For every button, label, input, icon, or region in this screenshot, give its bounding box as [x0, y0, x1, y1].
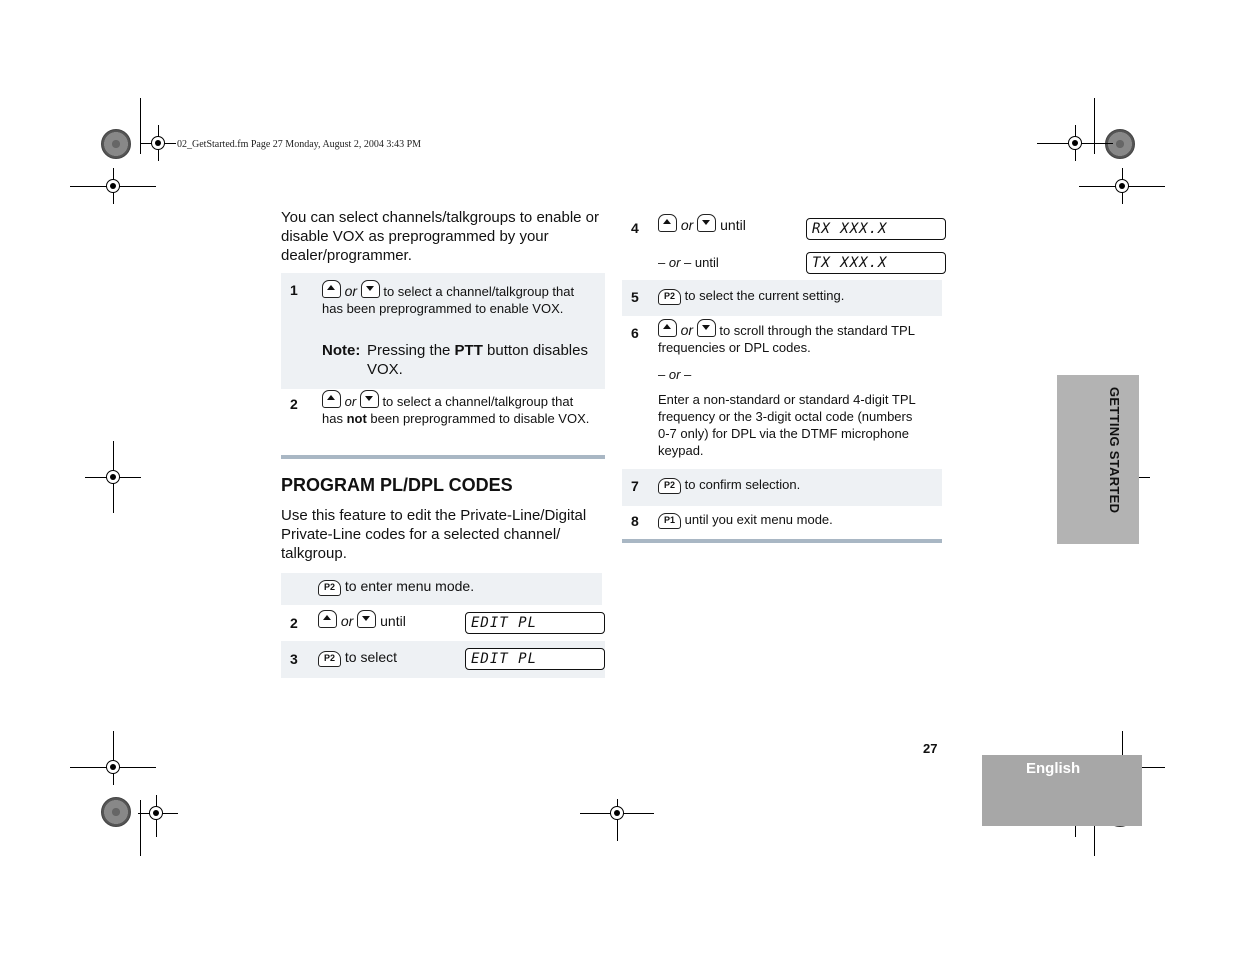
divider-rule: [281, 455, 605, 459]
or-label: or: [668, 367, 681, 382]
step-description: until: [720, 217, 746, 233]
step-number: 5: [631, 289, 639, 305]
down-arrow-key-icon: [360, 390, 379, 408]
up-arrow-key-icon: [322, 280, 341, 298]
right-step-8-text: [658, 511, 833, 529]
step-number: 7: [631, 478, 639, 494]
lcd-display-tx: TX XXX.X: [806, 252, 946, 274]
step-description: until you exit menu mode.: [684, 512, 833, 527]
up-arrow-key-icon: [318, 610, 337, 628]
step-description-pre: to select a channel/talkgroup that has: [322, 394, 574, 426]
or-label: or: [344, 283, 358, 299]
or-separator: – or –: [658, 367, 692, 382]
p2-key-icon: P2: [658, 478, 681, 494]
divider-rule: [622, 539, 942, 543]
step-description: until: [380, 613, 406, 629]
step-description: to confirm selection.: [684, 477, 801, 492]
right-step-7-text: [658, 476, 800, 494]
step-description: to scroll through the standard TPL frequencies or DPL codes.: [658, 323, 915, 355]
step-description: to select: [344, 649, 398, 665]
lcd-display: EDIT PL: [465, 612, 605, 634]
up-arrow-key-icon: [658, 214, 677, 232]
down-arrow-key-icon: [697, 319, 716, 337]
lcd-display: EDIT PL: [465, 648, 605, 670]
alt-until: – until: [684, 255, 719, 270]
step-number: 3: [290, 651, 298, 667]
p2-key-icon: P2: [318, 580, 341, 596]
or-label: or: [680, 322, 694, 338]
or-label: or: [680, 217, 694, 233]
note-text-bold: PTT: [454, 342, 483, 359]
step-number: 2: [290, 615, 298, 631]
step-number: 8: [631, 513, 639, 529]
p2-key-icon: P2: [658, 289, 681, 305]
pl-step-3-text: [318, 649, 397, 667]
up-arrow-key-icon: [658, 319, 677, 337]
or-label: or: [340, 613, 354, 629]
down-arrow-key-icon: [697, 214, 716, 232]
step-description-bold: not: [346, 411, 367, 426]
section-description: Use this feature to edit the Private-Line/Digital Private-Line codes for a selected channel/ talkgroup.: [281, 507, 587, 562]
step-description-post: been preprogrammed to disable VOX.: [366, 411, 590, 426]
step-number: 6: [631, 325, 639, 341]
alt-dash: –: [658, 255, 666, 270]
pl-step-2-text: [318, 610, 406, 630]
pl-step-1-text: [318, 578, 474, 596]
p2-key-icon: P2: [318, 651, 341, 667]
step-description: to enter menu mode.: [344, 578, 475, 594]
down-arrow-key-icon: [357, 610, 376, 628]
vox-step-1-text: [322, 280, 597, 317]
vox-step-2-text: [322, 390, 597, 427]
section-tab-label: GETTING STARTED: [1107, 387, 1122, 514]
lcd-display-rx: RX XXX.X: [806, 218, 946, 240]
registration-starburst-icon: [101, 797, 131, 827]
p1-key-icon: P1: [658, 513, 681, 529]
right-step-4-alt: [658, 254, 719, 271]
note-text: [367, 341, 602, 379]
section-title: PROGRAM PL/DPL CODES: [281, 475, 513, 495]
up-arrow-key-icon: [322, 390, 341, 408]
right-step-5-text: [658, 287, 844, 305]
or-label: or: [668, 255, 681, 270]
crop-line: [1094, 98, 1095, 154]
intro-paragraph: You can select channels/talkgroups to enable or disable VOX as preprogrammed by your dealer/programmer.: [281, 209, 599, 264]
step-number: 1: [290, 282, 298, 298]
note-text-pre: Pressing the: [367, 342, 455, 359]
step-description: to select a channel/talkgroup that has been preprogrammed to enable VOX.: [322, 284, 575, 316]
language-tab: [982, 755, 1142, 826]
registration-starburst-icon: [101, 129, 131, 159]
note-label: Note:: [322, 342, 361, 359]
file-header: 02_GetStarted.fm Page 27 Monday, August 2, 2004 3:43 PM: [177, 139, 422, 150]
crop-line: [140, 800, 141, 856]
section-tab: [1057, 375, 1139, 544]
right-step-4-text: [658, 214, 746, 234]
crop-line: [140, 98, 141, 154]
step-number: 4: [631, 220, 639, 236]
note-text-post: button disables VOX.: [367, 342, 588, 378]
down-arrow-key-icon: [361, 280, 380, 298]
registration-starburst-icon: [1105, 129, 1135, 159]
right-step-6-alt: Enter a non-standard or standard 4-digit TPL frequency or the 3-digit octal code (numbers 0-7 only) for DPL via the DTMF microphone keypad.: [658, 392, 916, 458]
note: [322, 341, 602, 379]
step-number: 2: [290, 396, 298, 412]
language-label: English: [1026, 760, 1081, 777]
right-step-6-text: [658, 319, 920, 356]
step-description: to select the current setting.: [684, 288, 845, 303]
page-number: 27: [923, 741, 938, 756]
or-label: or: [344, 394, 357, 409]
